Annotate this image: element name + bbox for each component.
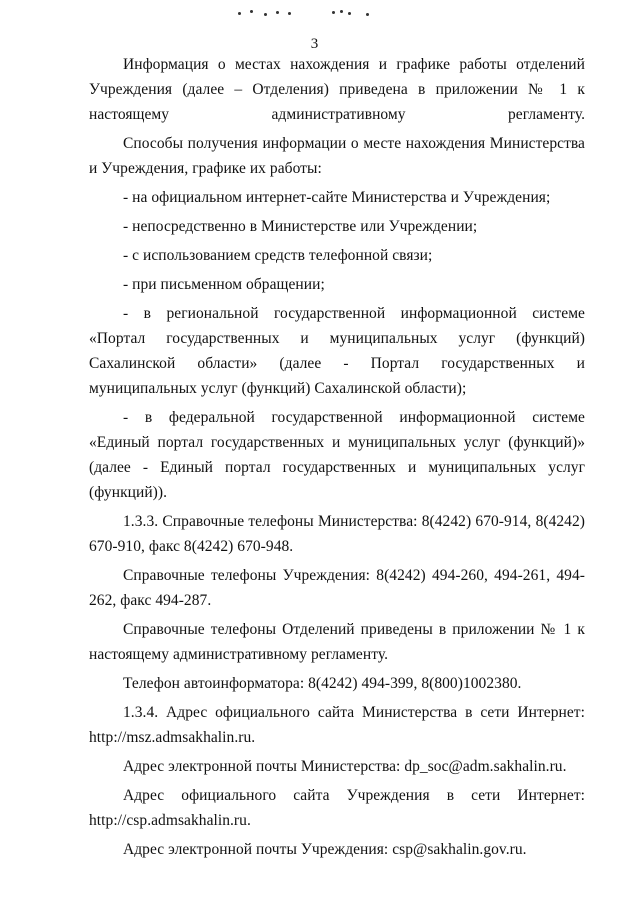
document-body <box>89 52 585 866</box>
paragraph-branches-info: Информация о местах нахождения и графике работы отделений Учреждения (далее – Отделения) приведена в приложении № 1 к настоящему административному регламенту. <box>89 56 585 123</box>
list-item-regional-portal: - в региональной государственной информационной системе «Портал государственных и муниципальных услуг (функций) Сахалинской области» (далее - Портал государственных и муниципальных услуг (функций) Сахалинской области); <box>89 305 585 397</box>
page-number: 3 <box>310 36 319 52</box>
paragraph-institution-phones: Справочные телефоны Учреждения: 8(4242) 494-260, 494-261, 494-262, факс 494-287. <box>89 567 585 609</box>
list-item-phone: - с использованием средств телефонной связи; <box>123 247 433 264</box>
paragraph-institution-website: Адрес официального сайта Учреждения в сети Интернет: http://csp.admsakhalin.ru. <box>89 787 585 829</box>
list-item-federal-portal: - в федеральной государственной информационной системе «Единый портал государственных и муниципальных услуг (функций)» (далее - Единый портал государственных и муниципальных услуг (функций)). <box>89 409 585 501</box>
paragraph-autoinformer: Телефон автоинформатора: 8(4242) 494-399, 8(800)1002380. <box>123 675 522 692</box>
list-item-website: - на официальном интернет-сайте Министерства и Учреждения; <box>123 189 551 206</box>
paragraph-ministry-phones: 1.3.3. Справочные телефоны Министерства: 8(4242) 670-914, 8(4242) 670-910, факс 8(4242) 670-948. <box>89 513 585 555</box>
paragraph-institution-email: Адрес электронной почты Учреждения: csp@sakhalin.gov.ru. <box>123 841 527 858</box>
list-item-in-person: - непосредственно в Министерстве или Учреждении; <box>123 218 478 235</box>
paragraph-info-methods: Способы получения информации о месте нахождения Министерства и Учреждения, графике их работы: <box>89 135 585 177</box>
list-item-written: - при письменном обращении; <box>123 276 325 293</box>
paragraph-branch-phones: Справочные телефоны Отделений приведены в приложении № 1 к настоящему административному регламенту. <box>89 621 585 663</box>
paragraph-ministry-email: Адрес электронной почты Министерства: dp_soc@adm.sakhalin.ru. <box>123 758 567 775</box>
paragraph-ministry-website: 1.3.4. Адрес официального сайта Министерства в сети Интернет: http://msz.admsakhalin.ru. <box>89 704 585 746</box>
scan-artifact <box>236 8 386 18</box>
